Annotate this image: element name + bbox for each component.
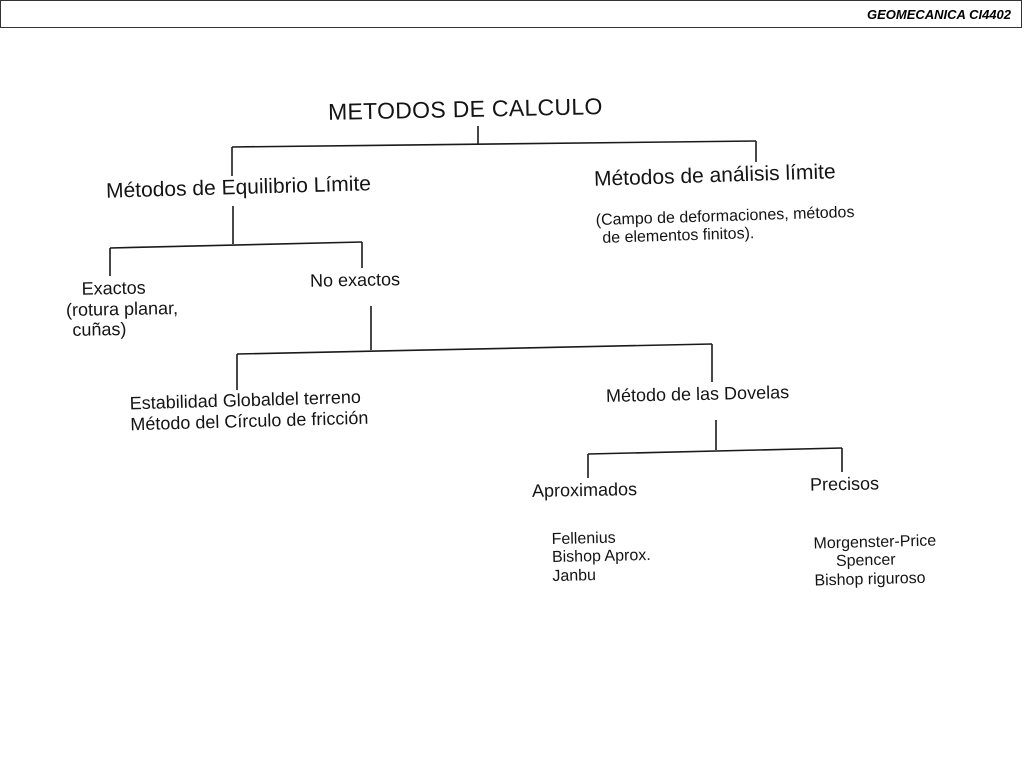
node-exactos bbox=[65, 277, 178, 341]
list-precisos bbox=[813, 533, 937, 591]
connector-no-exactos-bar bbox=[237, 344, 712, 354]
node-metodos-de-calculo: METODOS DE CALCULO bbox=[327, 93, 603, 125]
note-line: de elementos finitos). bbox=[602, 225, 755, 248]
node-no-exactos: No exactos bbox=[309, 269, 401, 291]
exactos-title: Exactos bbox=[81, 277, 146, 299]
node-analisis-limite: Métodos de análisis límite bbox=[593, 160, 836, 191]
global-line: Método del Círculo de fricción bbox=[130, 407, 369, 435]
exactos-detail: (rotura planar, bbox=[65, 297, 179, 320]
method-item: Fellenius bbox=[551, 529, 616, 549]
method-item: Bishop riguroso bbox=[814, 569, 926, 590]
note-line: (Campo de deformaciones, métodos bbox=[595, 203, 855, 230]
node-metodo-dovelas: Método de las Dovelas bbox=[605, 382, 790, 406]
method-item: Bishop Aprox. bbox=[551, 547, 651, 567]
node-equilibrio-limite: Métodos de Equilibrio Límite bbox=[105, 172, 372, 203]
connector-equilibrio-bar bbox=[110, 242, 362, 248]
method-item: Spencer bbox=[835, 551, 896, 571]
connector-dovelas-bar bbox=[588, 448, 842, 454]
method-item: Morgenster-Price bbox=[813, 532, 937, 553]
list-aproximados bbox=[551, 529, 651, 586]
global-line: Estabilidad Globaldel terreno bbox=[129, 386, 362, 414]
connector-root-bar bbox=[232, 141, 756, 147]
node-estabilidad-global bbox=[129, 387, 368, 435]
node-precisos: Precisos bbox=[809, 473, 880, 495]
header-title: GEOMECANICA CI4402 bbox=[867, 7, 1011, 22]
node-aproximados: Aproximados bbox=[531, 479, 638, 501]
exactos-detail: cuñas) bbox=[72, 319, 127, 341]
method-item: Janbu bbox=[552, 566, 597, 585]
